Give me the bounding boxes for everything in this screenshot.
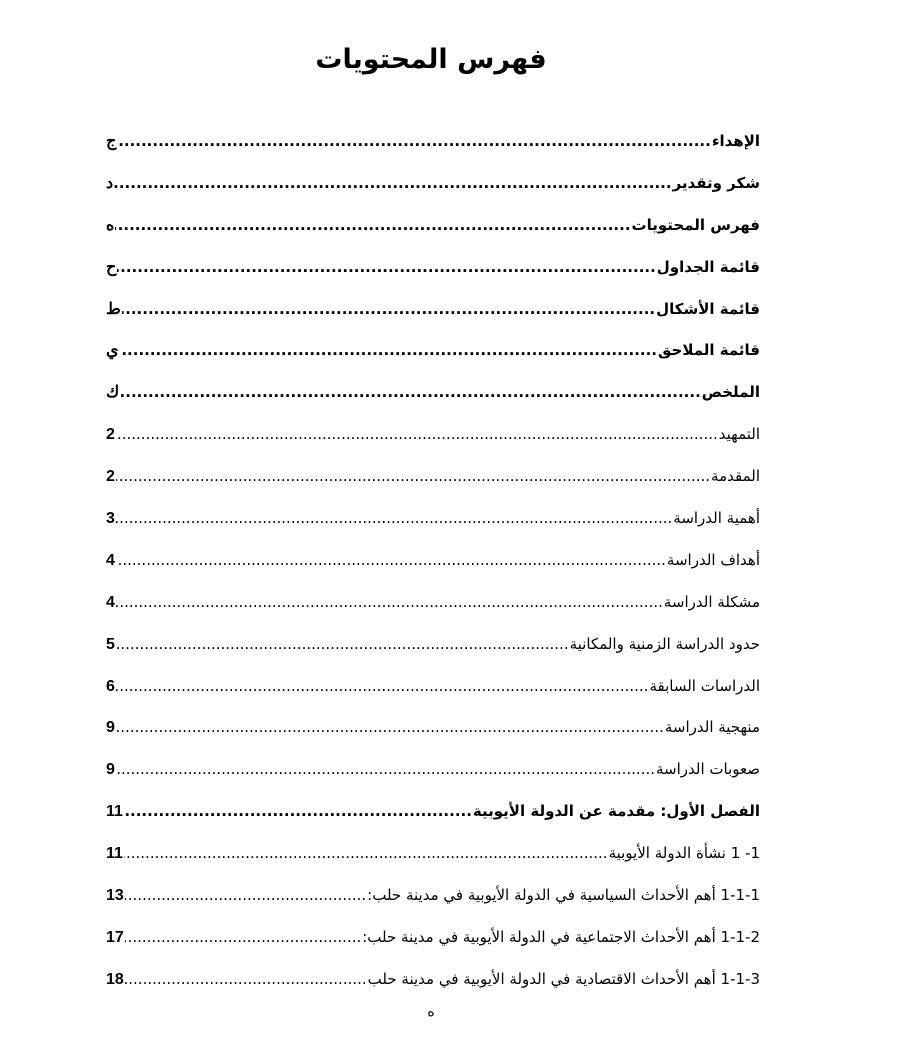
toc-entry-label: الدراسات السابقة [649,676,760,695]
toc-entry-label: 1- 1 نشأة الدولة الأيوبية [608,844,760,863]
dot-leader [116,540,666,582]
toc-entry-page: د [106,174,114,192]
toc-entry-label: فهرس المحتويات [631,215,760,234]
toc-entry-label: قائمة الملاحق [657,341,760,360]
page-number: ه [427,1004,435,1020]
toc-entry [106,247,760,289]
toc-entry-page: ك [106,384,120,402]
toc-entry-page: 9 [106,761,115,779]
toc-entry-label: منهجية الدراسة [664,718,760,737]
toc-entry-label: التمهيد [718,425,760,444]
dot-leader [116,498,672,540]
toc-entry-page: 18 [106,970,124,988]
toc-entry [106,959,760,1001]
toc-entry-page: 5 [106,635,115,653]
dot-leader [120,330,657,372]
dot-leader [122,289,655,331]
table-of-contents [106,121,760,1001]
toc-entry [106,330,760,372]
toc-entry-page: 4 [106,551,115,569]
page-title: فهرس المحتويات [315,44,547,75]
toc-entry-label: أهمية الدراسة [673,509,760,528]
dot-leader [116,666,649,708]
toc-entry-label: قائمة الأشكال [656,299,760,318]
toc-entry-page: ي [106,342,119,360]
toc-entry [106,624,760,666]
toc-entry-label: حدود الدراسة الزمنية والمكانية [569,634,760,653]
toc-entry [106,456,760,498]
dot-leader [125,959,367,1001]
toc-entry-page: ح [106,258,117,276]
toc-entry [106,707,760,749]
toc-entry [106,582,760,624]
toc-entry-page: 4 [106,593,115,611]
toc-entry [106,372,760,414]
toc-entry [106,791,760,833]
dot-leader [116,707,664,749]
dot-leader [116,582,663,624]
toc-entry-label: الملخص [701,383,760,402]
toc-entry-label: شكر وتقدير [672,173,760,192]
toc-entry-label: صعوبات الدراسة [656,760,760,779]
dot-leader [125,917,361,959]
dot-leader [124,833,608,875]
dot-leader [117,121,710,163]
toc-entry-label: الفصل الأول: مقدمة عن الدولة الأيوبية [472,802,760,821]
toc-entry-label: 1-1-2 أهم الأحداث الاجتماعية في الدولة الأيوبية في مدينة حلب: [362,927,760,946]
dot-leader [125,875,366,917]
toc-entry-label: 1-1-1 أهم الأحداث السياسية في الدولة الأيوبية في مدينة حلب: [367,886,760,905]
toc-entry-page: 13 [106,887,124,905]
toc-entry-page: 2 [106,426,115,444]
toc-entry-page: ه [106,216,115,234]
dot-leader [115,205,630,247]
toc-entry [106,540,760,582]
toc-entry-page: ج [106,133,117,150]
toc-entry [106,749,760,791]
toc-entry-label: قائمة الجداول [656,257,760,276]
dot-leader [116,456,710,498]
toc-entry [106,666,760,708]
toc-entry [106,289,760,331]
toc-entry-label: أهداف الدراسة [666,550,760,569]
toc-entry-page: 3 [106,510,115,528]
toc-entry [106,875,760,917]
toc-entry-page: 6 [106,677,115,695]
toc-entry-page: ط [106,300,121,318]
toc-entry-label: الإهداء [711,132,760,150]
toc-entry-page: 2 [106,468,115,486]
toc-entry [106,414,760,456]
toc-entry [106,205,760,247]
toc-entry-label: 1-1-3 أهم الأحداث الاقتصادية في الدولة الأيوبية في مدينة حلب [367,969,760,988]
dot-leader [116,749,655,791]
toc-entry [106,498,760,540]
dot-leader [117,247,655,289]
toc-entry-label: مشكلة الدراسة [663,592,760,611]
dot-leader [124,791,472,833]
dot-leader [116,414,718,456]
dot-leader [120,372,701,414]
toc-entry [106,163,760,205]
dot-leader [114,163,671,205]
toc-entry-page: 11 [106,845,123,863]
toc-entry-page: 17 [106,928,124,946]
toc-entry-page: 9 [106,719,115,737]
toc-entry [106,121,760,163]
toc-entry [106,917,760,959]
dot-leader [116,624,569,666]
toc-entry-page: 11 [106,803,123,821]
toc-entry [106,833,760,875]
toc-entry-label: المقدمة [711,467,760,486]
